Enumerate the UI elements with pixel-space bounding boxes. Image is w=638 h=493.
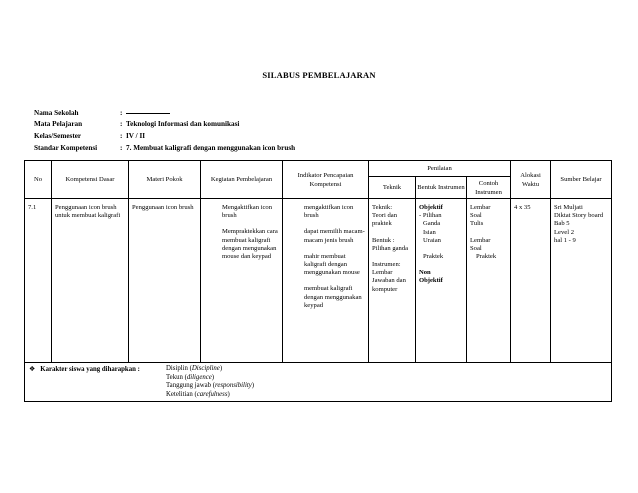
cell-no: 7.1 (25, 199, 52, 363)
cell-kegiatan (201, 199, 283, 363)
list-item: mahir membuat kaligrafi dengan menggunakan mouse (286, 253, 365, 278)
diamond-bullet-icon: ❖ (29, 365, 36, 373)
meta-colon: : (120, 132, 123, 140)
list-item: membuat kaligrafi dengan menggunakan keypad (286, 285, 365, 310)
meta-value: 7. Membuat kaligrafi dengan menggunakan icon brush (126, 144, 296, 152)
syllabus-table (24, 160, 612, 402)
cell-sumber: Sri Muljati Diktat Story board Bab 5 Level 2 hal 1 - 9 (551, 199, 612, 363)
cell-contoh: Lembar Soal Tulis Lembar Soal Praktek (467, 199, 511, 363)
bullet-icon (286, 253, 304, 278)
cell-bentuk: Objektif - Pilihan Ganda Isian Uraian Praktek Non Objektif (416, 199, 467, 363)
cell-teknik: Teknik: Teori dan praktek Bentuk : Pilihan ganda Instrumen: Lembar Jawaban dan komputer (369, 199, 416, 363)
document-title: SILABUS PEMBELAJARAN (262, 70, 376, 80)
header-penilaian: Penilaian (369, 161, 511, 177)
bullet-icon (286, 285, 304, 310)
list-item: Tanggung jawab (responsibility) (166, 382, 255, 389)
cell-alokasi: 4 x 35 (511, 199, 551, 363)
karakter-label: Karakter siswa yang diharapkan : (40, 366, 140, 373)
list-item: dapat memilih macam-macam jenis brush (286, 228, 365, 244)
meta-colon: : (120, 144, 123, 152)
cell-kompetensi-dasar: Penggunaan icon brush untuk membuat kaligrafi (52, 199, 129, 363)
header-bentuk: Bentuk Instrumen (416, 177, 467, 199)
header-kegiatan: Kegiatan Pembelajaran (201, 161, 283, 199)
meta-row-school (34, 106, 295, 118)
meta-colon: : (120, 109, 123, 117)
karakter-list (166, 365, 254, 399)
meta-value: Teknologi Informasi dan komunikasi (126, 120, 240, 128)
bullet-icon (204, 228, 222, 261)
header-indikator: Indikator Pencapaian Kompetensi (283, 161, 369, 199)
meta-row-standard (34, 142, 295, 154)
list-item: Mempraktekkan cara membuat kaligrafi dengan mengunakan mouse dan keypad (204, 228, 279, 261)
list-item: mengaktifkan icon brush (286, 204, 365, 220)
meta-label: Standar Kompetensi (34, 144, 98, 152)
header-kompetensi-dasar: Kompetensi Dasar (52, 161, 129, 199)
list-item: Tekun (diligence) (166, 373, 215, 381)
cell-materi: Penggunaan icon brush (129, 199, 201, 363)
blank-line (126, 106, 170, 114)
meta-colon: : (120, 120, 123, 128)
identity-block (34, 106, 295, 154)
meta-row-class (34, 130, 295, 142)
meta-label: Mata Pelajaran (34, 120, 83, 128)
karakter-row (25, 363, 612, 402)
header-materi-pokok: Materi Pokok (129, 161, 201, 199)
list-item: Mengaktifkan icon brush (204, 204, 279, 220)
bullet-icon (286, 228, 304, 244)
meta-value: IV / II (126, 132, 146, 140)
cell-indikator (283, 199, 369, 363)
meta-label: Nama Sekolah (34, 109, 79, 117)
bullet-icon (286, 204, 304, 220)
bullet-icon (204, 204, 222, 220)
list-item: Ketelitian (carefulness) (166, 390, 230, 398)
header-alokasi: Alokasi Waktu (511, 161, 551, 199)
table-row (25, 199, 612, 363)
karakter-cell (25, 363, 612, 402)
header-no: No (25, 161, 52, 199)
list-item: Disiplin (Discipline) (166, 365, 223, 372)
header-sumber: Sumber Belajar (551, 161, 612, 199)
header-contoh: Contoh Instrumen (467, 177, 511, 199)
meta-label: Kelas/Semester (34, 132, 82, 140)
meta-row-subject (34, 118, 295, 130)
header-teknik: Teknik (369, 177, 416, 199)
